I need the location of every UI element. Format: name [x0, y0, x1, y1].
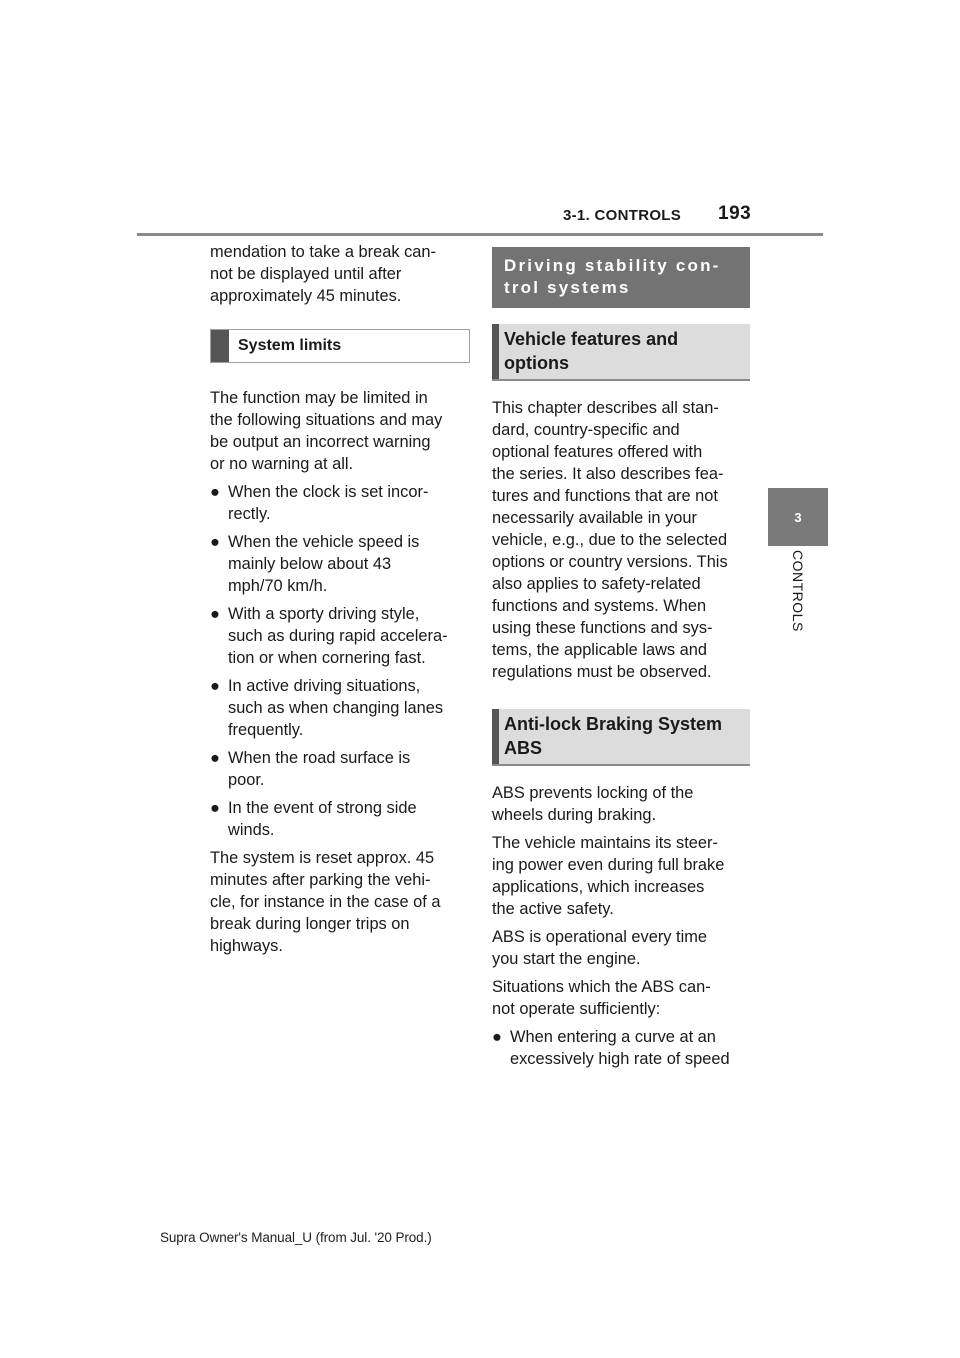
heading-marker [492, 324, 499, 379]
driving-stability-heading: Driving stability con- trol systems [492, 247, 750, 308]
bullet-icon: ● [210, 533, 220, 551]
bullet-text: In the event of strong side winds. [228, 799, 417, 839]
abs-paragraph: The vehicle maintains its steer- ing power even during full brake applications, which increases the active safety. [492, 834, 725, 918]
bullet-icon: ● [210, 605, 220, 623]
bullet-text: When the clock is set incor- rectly. [228, 483, 429, 523]
intro-paragraph: mendation to take a break can- not be displayed until after approximately 45 minutes. [210, 243, 436, 305]
vehicle-features-heading [492, 324, 750, 381]
bullet-item [210, 531, 470, 597]
features-paragraph: This chapter describes all stan- dard, country-specific and optional features offered with the series. It also describes fea- tures and functions that are not necessarily available in your vehicle, e.g., due to the selected options or country versions. This also applies to safety-related functions and systems. When using these functions and sys- tems, the applicable laws and regulations must be observed. [492, 399, 728, 681]
bullet-item [210, 603, 470, 669]
system-limits-heading-text: System limits [238, 337, 342, 354]
bullet-item [492, 1026, 750, 1070]
chapter-label [768, 550, 828, 650]
chapter-label-text: CONTROLS [790, 550, 806, 632]
abs-paragraph: ABS is operational every time you start the engine. [492, 928, 707, 968]
bullet-text: When the road surface is poor. [228, 749, 411, 789]
bullet-icon: ● [210, 677, 220, 695]
bullet-text: With a sporty driving style, such as during rapid accelera- tion or when cornering fast. [228, 605, 448, 667]
abs-paragraphs [492, 782, 750, 1020]
abs-paragraph: Situations which the ABS can- not operate sufficiently: [492, 978, 711, 1018]
abs-heading-text: Anti-lock Braking System ABS [504, 714, 723, 758]
limits-bullet-list [210, 481, 470, 841]
bullet-text: When the vehicle speed is mainly below about 43 mph/70 km/h. [228, 533, 420, 595]
header-section-title: 3-1. CONTROLS [563, 207, 682, 224]
bullet-text: When entering a curve at an excessively high rate of speed [510, 1028, 730, 1068]
abs-bullet-list [492, 1026, 750, 1070]
bullet-text: In active driving situations, such as when changing lanes frequently. [228, 677, 444, 739]
bullet-item [210, 797, 470, 841]
bullet-item [210, 675, 470, 741]
bullet-icon: ● [210, 799, 220, 817]
heading-marker [492, 709, 499, 764]
reset-paragraph: The system is reset approx. 45 minutes after parking the vehi- cle, for instance in the case of a break during longer trips on highways. [210, 849, 441, 955]
heading-marker [211, 330, 229, 362]
left-column [210, 241, 470, 963]
abs-paragraph: ABS prevents locking of the wheels during braking. [492, 784, 694, 824]
bullet-item [210, 747, 470, 791]
limits-intro-paragraph: The function may be limited in the following situations and may be output an incorrect warning or no warning at all. [210, 389, 443, 473]
chapter-tab: 3 [768, 488, 828, 546]
abs-heading [492, 709, 750, 766]
bullet-item [210, 481, 470, 525]
page-number: 193 [718, 203, 752, 224]
system-limits-heading [210, 329, 470, 363]
bullet-icon: ● [210, 749, 220, 767]
bullet-icon: ● [492, 1028, 502, 1046]
footer-text: Supra Owner's Manual_U (from Jul. '20 Prod.) [160, 1230, 432, 1245]
vehicle-features-heading-text: Vehicle features and options [504, 329, 679, 373]
right-column [492, 241, 750, 1076]
header-rule [137, 233, 823, 236]
bullet-icon: ● [210, 483, 220, 501]
